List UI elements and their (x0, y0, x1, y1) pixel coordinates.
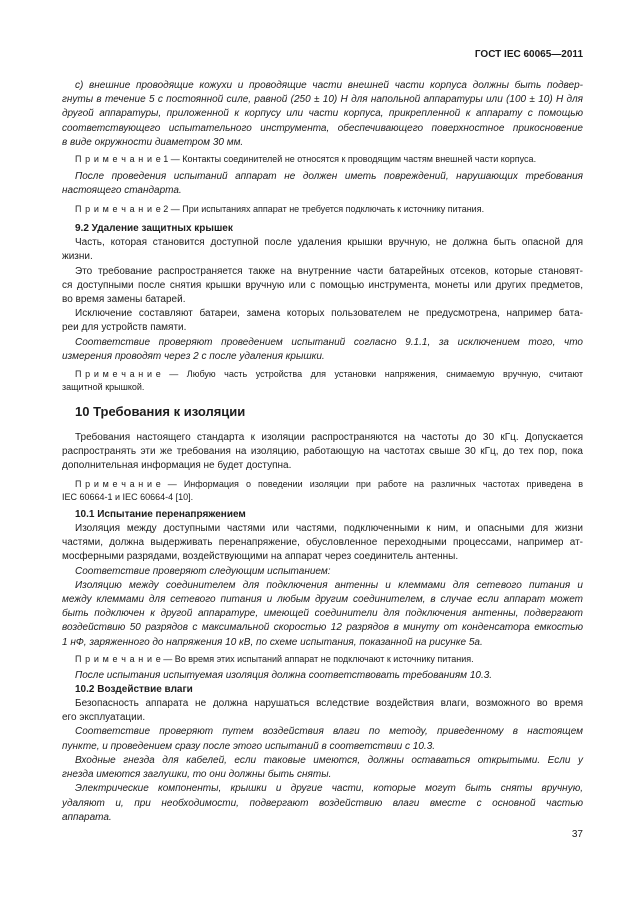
note-label: П р и м е ч а н и е (75, 154, 161, 165)
note-line (62, 478, 583, 491)
text-line: Это требование распространяется также на внутренние части батарейных отсеков, которые становят- (75, 265, 583, 277)
section-heading-10-2: 10.2 Воздействие влаги (75, 683, 193, 695)
paragraph (62, 697, 583, 725)
text-line: с) внешние проводящие кожухи и проводящие части внешней части корпуса должны быть подвер- (75, 80, 583, 91)
text-line: гнезда имеются заглушки, то они должны быть сняты. (62, 769, 332, 781)
text-line: частями, должна выдерживать перенапряжение, обусловленное переходными процессами, например ат- (62, 537, 583, 549)
note-label: П р и м е ч а н и е (75, 204, 161, 215)
text-line: другой аппаратуры, приложенной к корпусу или части корпуса, прикрепленной к аппарату с помощью (62, 108, 583, 120)
text-line: дополнительная информация не будет доступна. (62, 460, 292, 472)
paragraph (62, 754, 583, 782)
text-line: Исключение составляют батареи, замена которых пользователем не предусмотрена, например бата- (75, 308, 583, 320)
text-line: Соответствие проверяют следующим испытанием: (75, 565, 331, 577)
note-text: — Информация о поведении изоляции при работе на различных частотах приведена в (167, 479, 583, 490)
note-line (62, 203, 583, 216)
page-number: 37 (571, 829, 583, 840)
paragraph (62, 307, 583, 335)
section-heading-10-1: 10.1 Испытание перенапряжением (75, 508, 246, 520)
text-line: его эксплуатации. (62, 712, 146, 724)
paragraph-item-c (62, 79, 583, 150)
text-line: жизни. (62, 251, 93, 263)
running-header: ГОСТ IEC 60065—2011 (474, 49, 583, 60)
note-line: IEC 60664-1 и IEC 60664-4 [10]. (62, 492, 194, 503)
note-label: П р и м е ч а н и е (75, 653, 161, 664)
text-line: 1 нФ, заряженного до напряжения 10 кВ, по схеме испытания, показанной на рисунке 5а. (62, 636, 483, 648)
text-line: Входные гнезда для кабелей, если таковые имеются, должны оставаться открытыми. Если у (75, 754, 583, 766)
text-line: Изоляция между доступными частями или частями, подключенными к ним, и опасными для жизни (75, 523, 583, 535)
text-line: После испытания испытуемая изоляция должна соответствовать требованиям 10.3. (75, 669, 493, 681)
text-line: аппарата. (62, 811, 112, 823)
paragraph-after-test (62, 170, 583, 198)
paragraph (62, 431, 583, 474)
text-line: Соответствие проверяют путем воздействия влаги по методу, приведенному в настоящем (75, 726, 583, 738)
paragraph-after-test (62, 669, 583, 683)
text-line: измерения проводят через 2 с после удаления крышки. (62, 350, 325, 362)
section-heading-9-2: 9.2 Удаление защитных крышек (75, 223, 233, 235)
text-line: Изоляцию между соединителем для подключения антенны и клеммами для сетевого питания и (75, 579, 583, 591)
text-line: настоящего стандарта. (62, 185, 182, 197)
text-line: После проведения испытаний аппарат не должен иметь повреждений, нарушающих требования (75, 170, 583, 182)
text-line: Часть, которая становится доступной после удаления крышки вручную, не должна быть опасной для (75, 237, 583, 249)
page-body (62, 79, 583, 825)
text-line: Требования настоящего стандарта к изоляции распространяются на частоты до 30 кГц. Допускается (75, 431, 583, 443)
note-2 (62, 203, 583, 216)
note-text: — При испытаниях аппарат не требуется подключать к источнику питания. (170, 204, 485, 215)
note-label: П р и м е ч а н и е (75, 479, 161, 490)
text-line: Соответствие проверяют проведением испытаний согласно 9.1.1, за исключением того, что (75, 336, 583, 348)
text-line: быть подключен к другой аппаратуре, имеющей соединители для подключения антенны, подвергают (62, 608, 583, 620)
text-line: воздействию 50 разрядов с максимальной скоростью 12 разрядов в минуту от конденсатора емкостью (62, 622, 583, 634)
paragraph (62, 265, 583, 308)
note (62, 653, 583, 666)
text-line: распространять эти же требования на изоляцию, работающую на частотах свыше 30 кГц, до тех пор, пока (62, 445, 583, 457)
paragraph-compliance (62, 725, 583, 753)
text-line: Электрические компоненты, крышки и другие части, которые могут быть сняты вручную, (75, 783, 583, 795)
text-line: мосферными разрядами, воздействующими на аппарат через соединитель антенны. (62, 551, 459, 563)
text-line: Безопасность аппарата не должна нарушаться вследствие воздействия влаги, возможного во время (75, 698, 583, 710)
paragraph (62, 522, 583, 565)
paragraph (62, 782, 583, 825)
note-line (62, 368, 583, 381)
paragraph-compliance (62, 336, 583, 364)
text-line: реи для устройств памяти. (62, 322, 187, 334)
note (62, 368, 583, 394)
text-line: ся доступными после снятия крышки вручную или с помощью инструмента, монеты или других предметов, (62, 279, 583, 291)
note-1 (62, 153, 583, 166)
note-label: П р и м е ч а н и е (75, 369, 161, 380)
text-line: во время замены батарей. (62, 294, 186, 306)
text-line: в виде окружности диаметром 30 мм. (62, 136, 244, 148)
note-line (62, 653, 583, 666)
text-line: между клеммами для сетевого питания и любым другим соединителем, в случае если аппарат может (62, 594, 583, 606)
section-heading-10: 10 Требования к изоляции (75, 403, 246, 419)
note (62, 478, 583, 504)
paragraph-compliance (62, 565, 583, 579)
note-text: — Во время этих испытаний аппарат не подключают к источнику питания. (163, 653, 474, 664)
paragraph-test-procedure (62, 579, 583, 650)
note-text: — Контакты соединителей не относятся к проводящим частям внешней части корпуса. (170, 154, 537, 165)
note-line (62, 153, 583, 166)
note-text: — Любую часть устройства для установки напряжения, снимаемую вручную, считают (169, 369, 583, 380)
text-line: удаляют и, при необходимости, подвергают воздействию влаги вместе с основной частью (62, 797, 583, 809)
text-line: соответствующего испытательного инструмента, обеспечивающего поверхностное прикосновение (62, 122, 583, 134)
paragraph (62, 236, 583, 264)
text-line: гнуты в течение 5 с постоянной силе, равной (250 ± 10) Н для напольной аппаратуры или (100 ± 10) Н для (62, 94, 583, 106)
note-number: 1 (163, 154, 169, 165)
text-line: пункте, и проведением сразу после этого испытаний в соответствии с 10.3. (62, 740, 436, 752)
note-number: 2 (163, 204, 169, 215)
note-line: защитной крышкой. (62, 381, 145, 392)
